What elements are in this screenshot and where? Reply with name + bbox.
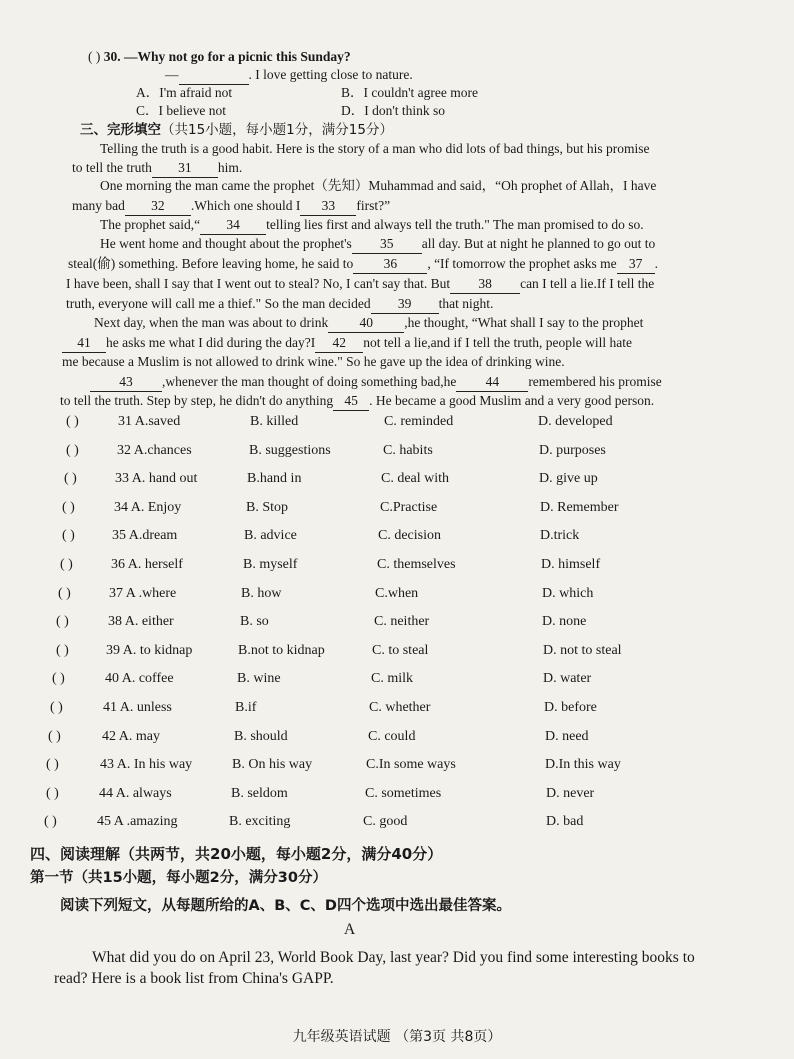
choice-option-c: C. milk [371, 671, 414, 686]
choice-option-d: D. not to steal [543, 643, 622, 658]
blank-32: 32 [125, 197, 191, 216]
choice-option-d: D. need [545, 729, 589, 744]
choice-option-a: 34 A. Enjoy [114, 500, 182, 515]
choice-option-b: B. Stop [246, 500, 289, 515]
choice-option-c: C. habits [383, 443, 433, 458]
choice-option-c: C. decision [378, 528, 441, 543]
choice-option-b: B. On his way [232, 757, 313, 772]
q30-option-b: B．I couldn't agree more [341, 85, 479, 100]
answer-paren: ( ) [50, 700, 63, 715]
blank-43: 43 [90, 373, 162, 392]
page-footer: 九年级英语试题 （第3页 共8页） [292, 1029, 502, 1045]
choice-option-c: C. themselves [377, 557, 456, 572]
choice-option-b: B. killed [250, 414, 299, 429]
answer-paren: ( ) [46, 757, 59, 772]
passage-line: to tell the truth 31 him. [72, 159, 242, 178]
blank-35: 35 [352, 235, 422, 254]
choice-option-c: C.In some ways [366, 757, 456, 772]
passage-line: me because a Muslim is not allowed to drink wine." So he gave up the idea of drinking wine. [62, 354, 565, 369]
reading-text: read? Here is a book list from China's GAPP. [54, 970, 334, 987]
section3-header [80, 121, 393, 139]
blank-31: 31 [152, 159, 218, 178]
choice-option-c: C. could [368, 729, 416, 744]
passage-letter: A [344, 921, 356, 938]
choice-option-a: 42 A. may [102, 729, 160, 744]
q30-option-c: C．I believe not [136, 103, 226, 118]
passage-line: to tell the truth. Step by step, he didn't do anything 45 . He became a good Muslim and a very good person. [60, 392, 654, 411]
choice-option-d: D. never [546, 786, 595, 801]
passage-line: steal(偷) something. Before leaving home, he said to 36 , “If tomorrow the prophet asks me 37 . [68, 255, 658, 274]
passage-line: 43 ,whenever the man thought of doing something bad,he 44 remembered his promise [90, 373, 662, 392]
blank-37: 37 [617, 255, 655, 274]
choice-option-b: B. how [241, 586, 282, 601]
choice-option-d: D. developed [538, 414, 613, 429]
q30-option-d: D．I don't think so [341, 103, 446, 118]
passage-line: truth, everyone will call me a thief." So the man decided 39 that night. [66, 295, 493, 314]
choice-option-b: B. advice [244, 528, 297, 543]
passage-line: He went home and thought about the prophet's 35 all day. But at night he planned to go out to [100, 235, 655, 254]
choice-option-c: C.when [375, 586, 419, 601]
choice-option-b: B.not to kidnap [238, 643, 325, 658]
choice-option-a: 35 A.dream [112, 528, 178, 543]
blank-44: 44 [456, 373, 528, 392]
answer-paren: ( ) [60, 557, 73, 572]
answer-paren: ( ) [62, 528, 75, 543]
choice-option-a: 41 A. unless [103, 700, 172, 715]
answer-paren: ( ) [64, 471, 77, 486]
answer-paren: ( ) [56, 614, 69, 629]
section3-title: 三、完形填空 [80, 122, 161, 138]
choice-option-d: D. water [543, 671, 592, 686]
choice-option-c: C. whether [369, 700, 431, 715]
passage-line: I have been, shall I say that I went out to steal? No, I can't say that. But 38 can I tell a lie.If I tell the [66, 275, 654, 294]
blank-40: 40 [328, 314, 404, 333]
section3-note: （共15小题，每小题1分，满分15分） [161, 122, 393, 138]
q30-line [88, 48, 351, 66]
choice-option-b: B. exciting [229, 814, 291, 829]
choice-option-a: 36 A. herself [111, 557, 183, 572]
choice-option-c: C. sometimes [365, 786, 442, 801]
choice-option-c: C. deal with [381, 471, 450, 486]
choice-option-b: B.hand in [247, 471, 302, 486]
choice-option-a: 31 A.saved [118, 414, 181, 429]
choice-option-b: B. so [240, 614, 269, 629]
passage-line: Telling the truth is a good habit. Here is the story of a man who did lots of bad things, but his promise [100, 141, 650, 156]
blank-38: 38 [450, 275, 520, 294]
passage-line: The prophet said,“ 34 telling lies first and always tell the truth." The man promised to do so. [100, 216, 644, 235]
choice-option-a: 38 A. either [108, 614, 174, 629]
response-text: . I love getting close to nature. [248, 67, 413, 82]
choice-option-b: B. suggestions [249, 443, 331, 458]
answer-paren: ( ) [44, 814, 57, 829]
answer-paren: ( ) [88, 49, 101, 64]
choice-option-a: 40 A. coffee [105, 671, 174, 686]
answer-paren: ( ) [58, 586, 71, 601]
choice-option-b: B. wine [237, 671, 281, 686]
blank-45: 45 [333, 392, 369, 411]
choice-option-d: D. Remember [540, 500, 619, 515]
answer-paren: ( ) [66, 414, 79, 429]
choice-option-d: D. purposes [539, 443, 606, 458]
blank-41: 41 [62, 334, 106, 353]
choice-option-d: D. bad [546, 814, 584, 829]
choice-option-c: C. good [363, 814, 408, 829]
choice-option-a: 44 A. always [99, 786, 172, 801]
answer-paren: ( ) [62, 500, 75, 515]
choice-option-a: 43 A. In his way [100, 757, 193, 772]
choice-option-d: D. before [544, 700, 597, 715]
choice-option-d: D. give up [539, 471, 598, 486]
passage-line: 41 he asks me what I did during the day?I 42 not tell a lie,and if I tell the truth, people will hate [62, 334, 632, 353]
choice-option-d: D. which [542, 586, 594, 601]
section4-part1: 第一节（共15小题，每小题2分，满分30分） [30, 870, 327, 886]
question-number: 30. [103, 49, 121, 64]
choice-option-b: B. seldom [231, 786, 288, 801]
q30-option-a: A．I'm afraid not [136, 85, 233, 100]
answer-paren: ( ) [46, 786, 59, 801]
blank-42: 42 [315, 334, 363, 353]
answer-paren: ( ) [52, 671, 65, 686]
answer-blank [179, 66, 249, 85]
reading-text: What did you do on April 23, World Book Day, last year? Did you find some interesting books to [92, 949, 695, 966]
q30-response [165, 66, 413, 85]
passage-line: many bad 32 .Which one should I 33 first?” [72, 197, 390, 216]
blank-33: 33 [300, 197, 356, 216]
choice-option-d: D. himself [541, 557, 601, 572]
blank-39: 39 [371, 295, 439, 314]
choice-option-d: D. none [542, 614, 587, 629]
choice-option-b: B.if [235, 700, 257, 715]
passage-line: One morning the man came the prophet（先知）Muhammad and said，“Oh prophet of Allah，I have [100, 178, 657, 193]
choice-option-b: B. myself [243, 557, 298, 572]
section4-instruction: 阅读下列短文，从每题所给的A、B、C、D四个选项中选出最佳答案。 [60, 898, 511, 914]
choice-option-c: C. neither [374, 614, 430, 629]
section4-title: 四、阅读理解（共两节，共20小题，每小题2分，满分40分） [30, 845, 443, 863]
answer-paren: ( ) [48, 729, 61, 744]
choice-option-d: D.trick [540, 528, 580, 543]
question-text: —Why not go for a picnic this Sunday? [124, 49, 351, 64]
choice-option-a: 45 A .amazing [97, 814, 178, 829]
blank-36: 36 [353, 255, 427, 274]
choice-option-b: B. should [234, 729, 288, 744]
choice-option-a: 32 A.chances [117, 443, 192, 458]
choice-option-a: 33 A. hand out [115, 471, 198, 486]
blank-34: 34 [200, 216, 266, 235]
choice-option-c: C. reminded [384, 414, 454, 429]
choice-option-d: D.In this way [545, 757, 621, 772]
choice-option-a: 37 A .where [109, 586, 177, 601]
response-dash: — [165, 67, 179, 82]
answer-paren: ( ) [66, 443, 79, 458]
passage-line: Next day, when the man was about to drink 40 ,he thought, “What shall I say to the prophet [94, 314, 643, 333]
choice-option-a: 39 A. to kidnap [106, 643, 193, 658]
answer-paren: ( ) [56, 643, 69, 658]
choice-option-c: C.Practise [380, 500, 438, 515]
choice-option-c: C. to steal [372, 643, 429, 658]
